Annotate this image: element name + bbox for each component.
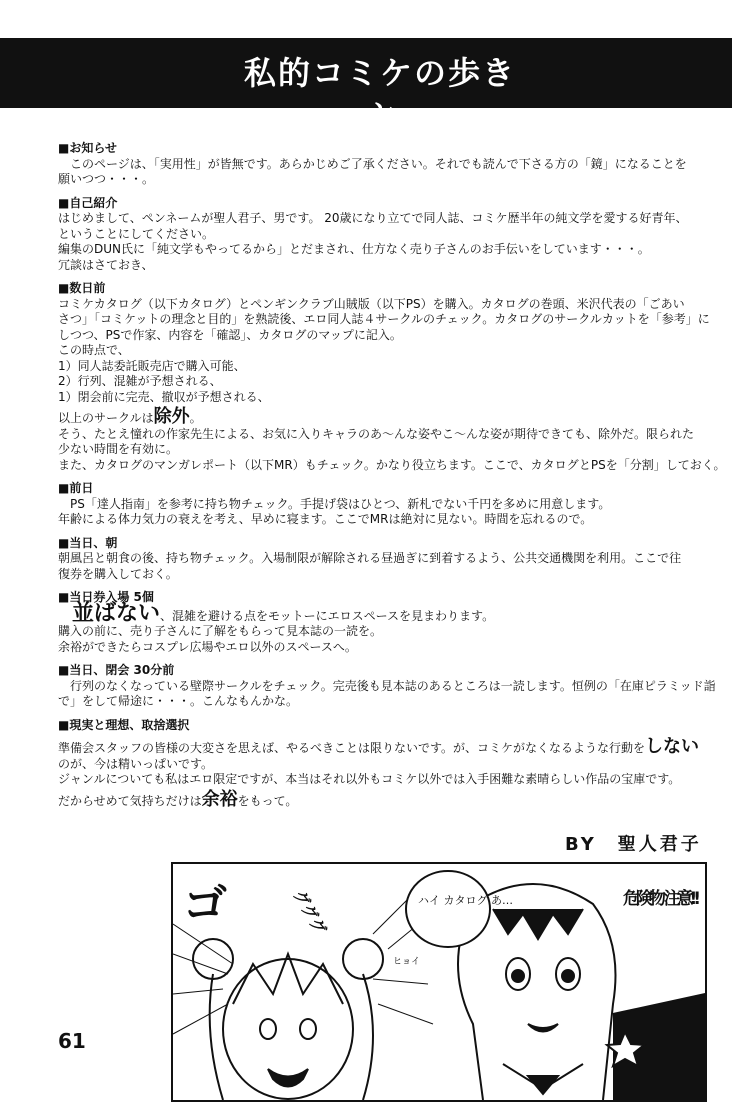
text-line: 2）行列、混雑が予想される、: [58, 374, 222, 388]
closing-prefix: だからせめて気持ちだけは: [58, 793, 202, 808]
exclude-emphasis: 除外: [153, 406, 190, 427]
section-day-before: [58, 481, 698, 528]
section-closing: [58, 663, 716, 710]
text-line: コミケカタログ（以下カタログ）とペンギンクラブ山賊版（以下PS）を購入。カタログの巻頭、米沢代表の「ごあい: [58, 296, 685, 311]
comic-panel: [171, 862, 707, 1102]
article-body: [58, 133, 726, 810]
emphasis-suffix: 、混雑を避ける点をモットーにエロスペースを見まわります。: [160, 608, 495, 623]
section-title: ■自己紹介: [58, 195, 118, 210]
text-line: 購入の前に、売り子さんに了解をもらって見本誌の一読を。: [58, 624, 383, 638]
text-line: 余裕ができたらコスプレ広場やエロ以外のスペースへ。: [58, 639, 357, 654]
section-title: ■前日: [58, 481, 94, 495]
tag-text: ヒョイ: [393, 957, 421, 967]
text-line: ジャンルについても私はエロ限定ですが、本当はそれ以外もコミケ以外では入手困難な素晴らしい作品の宝庫です。: [58, 772, 681, 786]
text-line: はじめまして、ペンネームが聖人君子、男です。 20歳になり立てで同人誌、コミケ歴半年の純文学を愛する好青年、: [58, 211, 688, 225]
exclude-suffix: 。: [189, 411, 202, 425]
title-banner: [0, 38, 732, 138]
speech-bubble: [406, 871, 490, 947]
closing-suffix: をもって。: [237, 793, 298, 808]
section-title: ■当日、閉会 30分前: [58, 663, 175, 677]
text-line: 1）同人誌委託販売店で購入可能、: [58, 358, 246, 373]
text-line: さつ」「コミケットの理念と目的」を熟読後、エロ同人誌４サークルのチェック。カタログのサークルカットを「参考」に: [58, 312, 710, 326]
emphasis-text: 並ばない: [72, 600, 161, 626]
page-title: 私的コミケの歩き方: [243, 54, 516, 138]
text-line: 朝風呂と朝食の後、持ち物チェック。入場制限が解除される昼過ぎに到着するよう、公共交通機関を利用。ここで往: [58, 551, 682, 565]
emphasis-line: [58, 736, 700, 757]
section-morning: [58, 536, 698, 583]
warning-note: 危険物 注意!!: [623, 889, 701, 909]
section-reality: [58, 718, 698, 810]
sfx-text: ゴ: [183, 879, 227, 930]
text-line: PS「達人指南」を参考に持ち物チェック。手提げ袋はひとつ、新札でない千円を多めに用意します。: [58, 496, 611, 511]
text-line: この時点で、: [58, 343, 130, 357]
text-line: 冗談はさておき、: [58, 257, 154, 272]
exclude-line: [58, 406, 698, 427]
section-title: ■数日前: [58, 281, 106, 295]
section-intro: [58, 196, 698, 274]
text-line: 少ない時間を有効に。: [58, 442, 179, 456]
section-title: ■現実と理想、取捨選択: [58, 717, 190, 732]
text-line: 1）閉会前に完売、撤収が予想される、: [58, 389, 270, 404]
section-notice: [58, 141, 698, 188]
exclude-prefix: 以上のサークルは: [58, 411, 154, 425]
text-line: 編集のDUN氏に「純文学もやってるから」とだまされ、仕方なく売り子さんのお手伝いをしています・・・。: [58, 242, 650, 256]
text-line: このページは、「実用性」が皆無です。あらかじめご了承ください。それでも読んで下さる方の「鏡」になることを: [58, 156, 687, 171]
text-line: 行列のなくなっている壁際サークルをチェック。完売後も見本誌のあるところは一読します。恒例の「在庫ピラミッド詣: [58, 678, 716, 693]
closing-line: [58, 788, 698, 810]
text-line: 復券を購入しておく。: [58, 566, 178, 581]
text-line: そう、たとえ憧れの作家先生による、お気に入りキャラのあ～んな姿やこ～んな姿が期待できても、除外だ。限られた: [58, 426, 695, 441]
text-line: のが、今は精いっぱいです。: [58, 756, 214, 771]
text-line: しつつ、PSで作家、内容を「確認」、カタログのマップに記入。: [58, 327, 402, 342]
section-title: ■当日券入場 5個: [58, 590, 154, 604]
text-part: 準備会スタッフの皆様の大変さを思えば、やるべきことは限りないです。が、コミケがなくなるような行動を: [58, 741, 646, 755]
text-line: で」をして帰途に・・・。こんなもんかな。: [58, 694, 299, 708]
comic-illustration: [173, 864, 705, 1100]
closing-emphasis: 余裕: [201, 788, 238, 810]
right-character: [458, 884, 705, 1100]
emphasis-line: [58, 600, 698, 626]
text-line: 年齢による体力気力の衰えを考え、早めに寝ます。ここでMRは絶対に見ない。時間を忘れるので。: [58, 512, 593, 526]
page-number: 61: [58, 1029, 86, 1053]
emphasis-text: しない: [645, 736, 700, 757]
text-line: ということにしてください。: [58, 226, 215, 241]
section-title: ■当日、朝: [58, 535, 118, 550]
text-line: また、カタログのマンガレポート（以下MR）もチェック。かなり役立ちます。ここで、カタログとPSを「分割」しておく。: [58, 457, 726, 472]
left-character: [193, 939, 383, 1100]
section-title: ■お知らせ: [58, 141, 117, 155]
speech-text: ハイ カタログ あ…: [418, 894, 513, 907]
section-entry: [58, 590, 698, 655]
text-line: 願いつつ・・・。: [58, 172, 155, 186]
sfx-text-2: グググ: [289, 886, 330, 938]
section-days-before: [58, 281, 726, 473]
author-signature: BY 聖人君子: [565, 834, 702, 855]
